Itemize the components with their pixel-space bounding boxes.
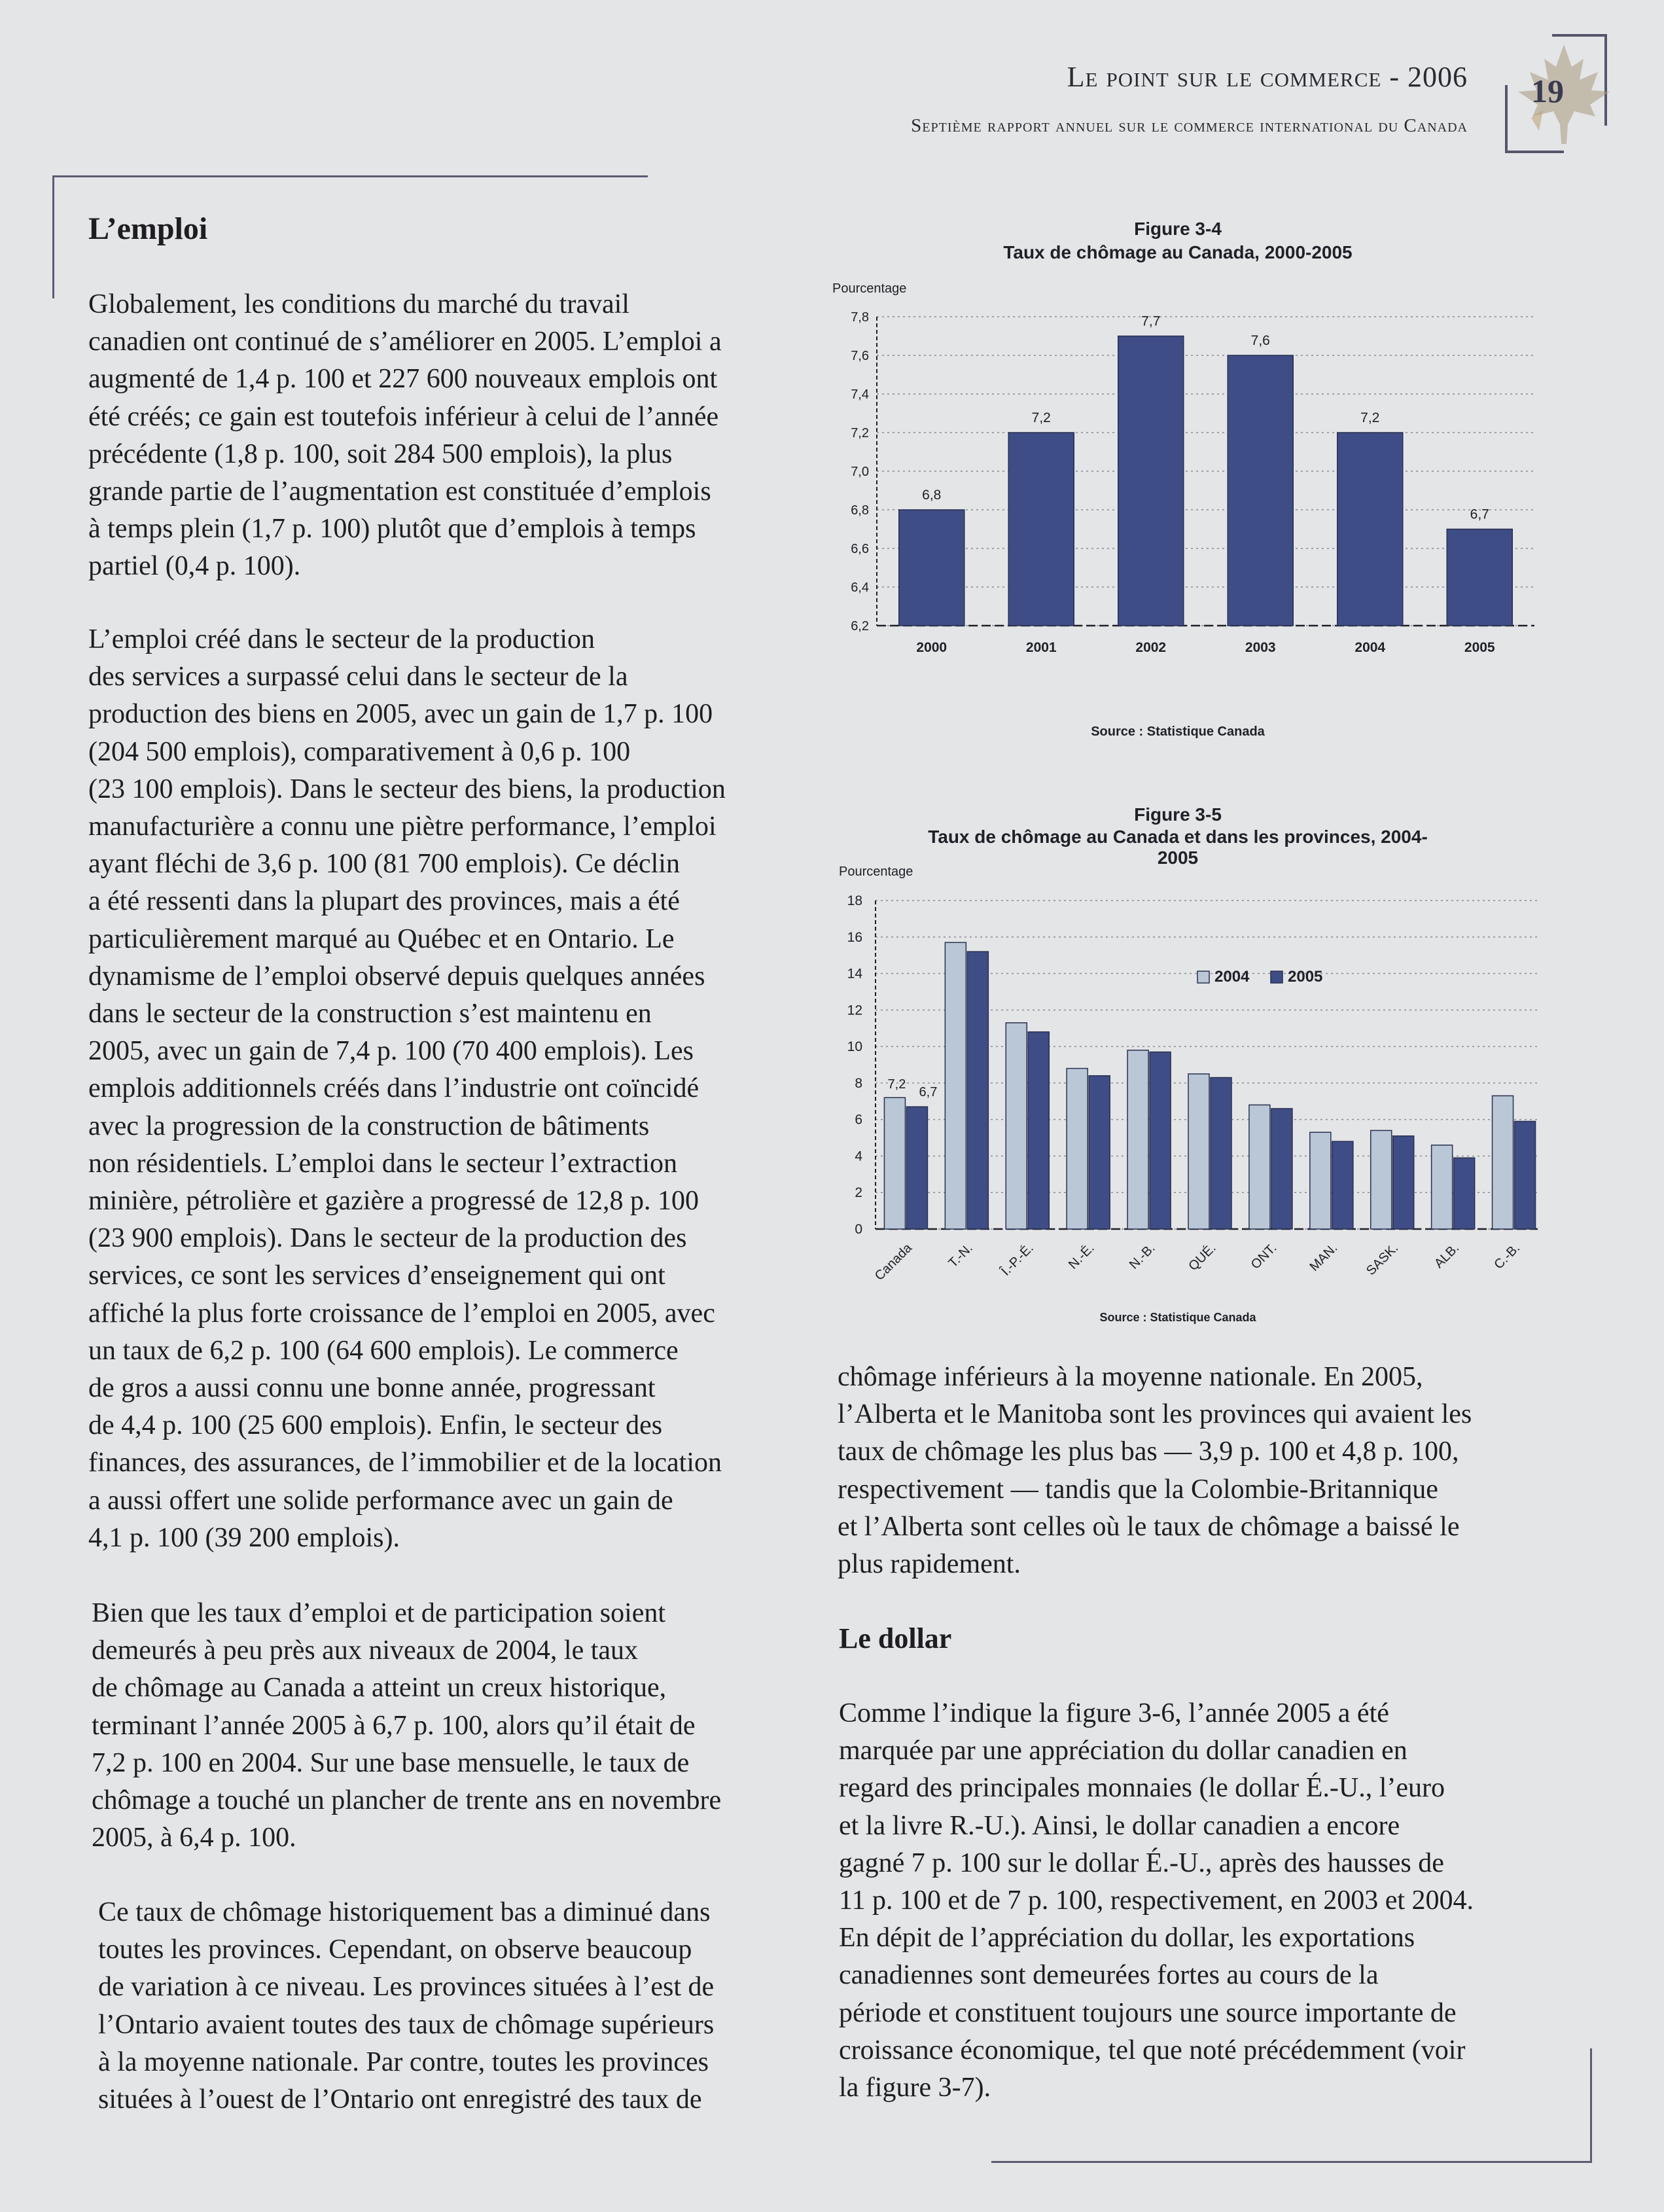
page-number: 19 bbox=[1531, 73, 1564, 109]
text-line: canadiennes sont demeurées fortes au cours de la bbox=[839, 1960, 1379, 1991]
text-line: a été ressenti dans la plupart des provinces, mais a été bbox=[88, 886, 680, 917]
data-label: 7,6 bbox=[1250, 333, 1270, 348]
text-line: Globalement, les conditions du marché du travail bbox=[88, 289, 629, 319]
bar-2005 bbox=[1332, 1141, 1353, 1229]
bar bbox=[1447, 529, 1512, 626]
y-axis-label: Pourcentage bbox=[839, 865, 913, 879]
text-line: canadien ont continué de s’améliorer en 2005. L’emploi a bbox=[88, 327, 722, 357]
text-line: période et constituent toujours une source importante de bbox=[839, 1997, 1457, 2028]
bar-2004 bbox=[1371, 1130, 1392, 1229]
chart-source: Source : Statistique Canada bbox=[1099, 1311, 1256, 1324]
data-label: 6,7 bbox=[919, 1085, 938, 1100]
bar-2005 bbox=[967, 952, 988, 1229]
text-line: à temps plein (1,7 p. 100) plutôt que d’emplois à temps bbox=[88, 514, 696, 544]
x-tick-label: 2005 bbox=[1464, 640, 1495, 655]
maple-leaf-icon bbox=[1512, 39, 1616, 151]
x-tick-label: N.-É. bbox=[1065, 1240, 1097, 1272]
x-tick-label: SASK. bbox=[1364, 1240, 1402, 1279]
text-line: de chômage au Canada a atteint un creux historique, bbox=[92, 1673, 667, 1704]
section-heading-emploi: L’emploi bbox=[88, 211, 208, 246]
text-line: services, ce sont les services d’enseignement qui ont bbox=[88, 1260, 665, 1291]
y-tick-label: 6 bbox=[855, 1112, 862, 1128]
text-line: demeurés à peu près aux niveaux de 2004, le taux bbox=[92, 1635, 639, 1666]
text-line: chômage inférieurs à la moyenne nationale. En 2005, bbox=[838, 1362, 1423, 1392]
text-line: finances, des assurances, de l’immobilier et de la location bbox=[88, 1448, 722, 1478]
data-label: 7,2 bbox=[1031, 410, 1051, 425]
bar-2004 bbox=[884, 1097, 905, 1229]
bar-2004 bbox=[1493, 1096, 1514, 1229]
text-line: terminant l’année 2005 à 6,7 p. 100, alors qu’il était de bbox=[92, 1710, 696, 1741]
bar-2005 bbox=[1393, 1136, 1414, 1229]
text-line: respectivement — tandis que la Colombie-Britannique bbox=[838, 1474, 1438, 1505]
text-line: à la moyenne nationale. Par contre, toutes les provinces bbox=[98, 2046, 709, 2077]
y-tick-label: 7,2 bbox=[851, 426, 869, 440]
text-line: emplois additionnels créés dans l’industrie ont coïncidé bbox=[88, 1073, 699, 1104]
y-tick-label: 6,6 bbox=[851, 542, 869, 556]
section-heading-dollar: Le dollar bbox=[839, 1622, 952, 1654]
bar-2004 bbox=[945, 942, 966, 1229]
y-tick-label: 14 bbox=[847, 966, 862, 982]
chart-plot bbox=[818, 301, 1538, 720]
text-line: regard des principales monnaies (le dollar É.-U., l’euro bbox=[839, 1773, 1445, 1804]
text-line: situées à l’ouest de l’Ontario ont enregistré des taux de bbox=[98, 2084, 702, 2115]
paragraph-3 bbox=[92, 1595, 721, 1857]
bar-2004 bbox=[1188, 1074, 1209, 1229]
y-tick-label: 6,8 bbox=[851, 503, 869, 518]
text-line: avec la progression de la construction de bâtiments bbox=[88, 1111, 650, 1141]
text-line: de variation à ce niveau. Les provinces situées à l’est de bbox=[98, 1972, 715, 2003]
text-line: toutes les provinces. Cependant, on observe beaucoup bbox=[98, 1935, 692, 1965]
text-line: grande partie de l’augmentation est constituée d’emplois bbox=[88, 476, 711, 507]
text-line: dynamisme de l’emploi observé depuis quelques années bbox=[88, 961, 705, 991]
bar-2004 bbox=[1127, 1050, 1148, 1229]
x-tick-label: QUÉ. bbox=[1186, 1240, 1219, 1274]
text-line: 2005, à 6,4 p. 100. bbox=[92, 1823, 296, 1853]
x-tick-label: ONT. bbox=[1248, 1240, 1280, 1272]
data-label: 7,2 bbox=[887, 1077, 906, 1092]
bar-2005 bbox=[1150, 1052, 1171, 1229]
x-tick-label: N.-B. bbox=[1126, 1240, 1158, 1272]
data-label: 7,2 bbox=[1360, 410, 1380, 425]
figure-3-5 bbox=[818, 802, 1538, 1332]
bar-2005 bbox=[1454, 1158, 1475, 1229]
y-tick-label: 12 bbox=[847, 1003, 862, 1018]
text-line: En dépit de l’appréciation du dollar, les exportations bbox=[839, 1923, 1415, 1953]
x-tick-label: T.-N. bbox=[946, 1240, 976, 1271]
paragraph-dollar bbox=[839, 1695, 1474, 2107]
legend-swatch bbox=[1197, 971, 1209, 983]
paragraph-1 bbox=[88, 286, 722, 586]
text-line: été créés; ce gain est toutefois inférieur à celui de l’année bbox=[88, 401, 719, 432]
y-tick-label: 10 bbox=[847, 1039, 862, 1055]
text-line: a aussi offert une solide performance avec un gain de bbox=[88, 1485, 673, 1516]
y-tick-label: 4 bbox=[855, 1149, 862, 1164]
y-tick-label: 16 bbox=[847, 929, 862, 945]
paragraph-2 bbox=[88, 621, 726, 1557]
running-subtitle: Septième rapport annuel sur le commerce international du Canada bbox=[911, 115, 1468, 136]
text-line: ayant fléchi de 3,6 p. 100 (81 700 emplois). Ce déclin bbox=[88, 849, 680, 880]
paragraph-4 bbox=[98, 1894, 714, 2118]
text-line: minière, pétrolière et gazière a progressé de 12,8 p. 100 bbox=[88, 1186, 699, 1217]
bar bbox=[1008, 433, 1074, 626]
bar-2005 bbox=[1271, 1109, 1292, 1229]
bar-2005 bbox=[1211, 1078, 1231, 1229]
text-line: dans le secteur de la construction s’est maintenu en bbox=[88, 999, 652, 1029]
bar-2004 bbox=[1006, 1023, 1027, 1229]
y-tick-label: 8 bbox=[855, 1075, 862, 1091]
section-rule bbox=[52, 175, 648, 177]
section-rule bbox=[52, 175, 54, 298]
bar bbox=[1337, 433, 1403, 626]
corner-rule bbox=[1505, 151, 1564, 153]
data-label: 6,7 bbox=[1470, 507, 1489, 522]
x-tick-label: 2001 bbox=[1025, 640, 1057, 655]
section-rule bbox=[1590, 2048, 1592, 2163]
text-line: croissance économique, tel que noté précédemment (voir bbox=[839, 2035, 1466, 2065]
figure-number: Figure 3-5 bbox=[1134, 804, 1222, 825]
y-tick-label: 7,4 bbox=[851, 387, 869, 402]
running-title: Le point sur le commerce - 2006 bbox=[1067, 61, 1468, 93]
chart-plot bbox=[818, 883, 1538, 1302]
bar-2005 bbox=[1515, 1121, 1536, 1229]
paragraph-5 bbox=[838, 1359, 1472, 1583]
text-line: 2005, avec un gain de 7,4 p. 100 (70 400 emplois). Les bbox=[88, 1036, 694, 1067]
chart-title: Taux de chômage au Canada et dans les provinces, 2004-2005 bbox=[928, 827, 1428, 868]
data-label: 7,7 bbox=[1141, 313, 1161, 329]
chart-title: Taux de chômage au Canada, 2000-2005 bbox=[1003, 242, 1353, 262]
corner-rule bbox=[1505, 85, 1508, 153]
text-line: l’Alberta et le Manitoba sont les provinces qui avaient les bbox=[838, 1399, 1472, 1430]
y-axis-label: Pourcentage bbox=[832, 281, 907, 296]
text-line: de gros a aussi connu une bonne année, progressant bbox=[88, 1373, 656, 1404]
bar-2005 bbox=[906, 1107, 927, 1229]
text-line: taux de chômage les plus bas — 3,9 p. 100 et 4,8 p. 100, bbox=[838, 1436, 1459, 1467]
bar-2004 bbox=[1067, 1069, 1088, 1229]
text-line: production des biens en 2005, avec un gain de 1,7 p. 100 bbox=[88, 699, 713, 730]
y-tick-label: 7,8 bbox=[851, 310, 869, 325]
x-tick-label: Canada bbox=[872, 1240, 915, 1284]
text-line: augmenté de 1,4 p. 100 et 227 600 nouveaux emplois ont bbox=[88, 364, 718, 395]
x-tick-label: Î.-P.-É. bbox=[999, 1240, 1036, 1279]
text-line: des services a surpassé celui dans le secteur de la bbox=[88, 662, 628, 692]
legend-label: 2004 bbox=[1214, 968, 1250, 986]
y-tick-label: 18 bbox=[847, 893, 862, 908]
y-tick-label: 7,6 bbox=[851, 349, 869, 363]
text-line: la figure 3-7). bbox=[839, 2073, 991, 2103]
text-line: et la livre R.-U.). Ainsi, le dollar canadien a encore bbox=[839, 1810, 1400, 1841]
text-line: (23 100 emplois). Dans le secteur des biens, la production bbox=[88, 774, 726, 804]
y-tick-label: 6,2 bbox=[851, 619, 869, 633]
bar-2004 bbox=[1249, 1105, 1270, 1229]
text-line: Comme l’indique la figure 3-6, l’année 2005 a été bbox=[839, 1698, 1389, 1728]
y-tick-label: 6,4 bbox=[851, 580, 869, 595]
text-line: non résidentiels. L’emploi dans le secteur l’extraction bbox=[88, 1148, 678, 1179]
text-line: et l’Alberta sont celles où le taux de chômage a baissé le bbox=[838, 1511, 1460, 1542]
text-line: de 4,4 p. 100 (25 600 emplois). Enfin, le secteur des bbox=[88, 1410, 663, 1441]
chart-source: Source : Statistique Canada bbox=[1091, 724, 1265, 739]
figure-3-4 bbox=[818, 216, 1538, 753]
text-line: précédente (1,8 p. 100, soit 284 500 emplois), la plus bbox=[88, 438, 673, 469]
text-line: Bien que les taux d’emploi et de participation soient bbox=[92, 1598, 666, 1628]
text-line: un taux de 6,2 p. 100 (64 600 emplois). Le commerce bbox=[88, 1335, 679, 1366]
section-rule bbox=[991, 2161, 1592, 2163]
figure-number: Figure 3-4 bbox=[1134, 219, 1222, 239]
bar bbox=[899, 510, 965, 626]
text-line: plus rapidement. bbox=[838, 1549, 1021, 1580]
y-tick-label: 2 bbox=[855, 1185, 862, 1201]
bar-2005 bbox=[1028, 1032, 1049, 1229]
x-tick-label: C.-B. bbox=[1491, 1240, 1523, 1272]
x-tick-label: 2003 bbox=[1245, 640, 1276, 655]
text-line: partiel (0,4 p. 100). bbox=[88, 551, 301, 582]
bar bbox=[1118, 336, 1184, 626]
text-line: 4,1 p. 100 (39 200 emplois). bbox=[88, 1522, 400, 1553]
x-tick-label: 2000 bbox=[916, 640, 947, 655]
bar-2005 bbox=[1089, 1076, 1110, 1229]
text-line: (204 500 emplois), comparativement à 0,6 p. 100 bbox=[88, 736, 631, 767]
legend-label: 2005 bbox=[1288, 968, 1323, 986]
text-line: gagné 7 p. 100 sur le dollar É.-U., après des hausses de bbox=[839, 1847, 1444, 1878]
y-tick-label: 0 bbox=[855, 1222, 862, 1237]
data-label: 6,8 bbox=[922, 488, 942, 503]
corner-rule bbox=[1552, 34, 1607, 37]
text-line: chômage a touché un plancher de trente ans en novembre bbox=[92, 1785, 722, 1816]
text-line: affiché la plus forte croissance de l’emploi en 2005, avec bbox=[88, 1298, 715, 1329]
legend-swatch bbox=[1271, 971, 1283, 983]
text-line: particulièrement marqué au Québec et en Ontario. Le bbox=[88, 923, 675, 954]
text-line: manufacturière a connu une piètre performance, l’emploi bbox=[88, 812, 717, 842]
x-tick-label: ALB. bbox=[1431, 1240, 1462, 1272]
x-tick-label: 2004 bbox=[1354, 640, 1386, 655]
y-tick-label: 7,0 bbox=[851, 465, 869, 479]
bar-2004 bbox=[1432, 1145, 1453, 1229]
text-line: marquée par une appréciation du dollar canadien en bbox=[839, 1736, 1407, 1766]
text-line: (23 900 emplois). Dans le secteur de la production des bbox=[88, 1223, 687, 1254]
text-line: 11 p. 100 et de 7 p. 100, respectivement, en 2003 et 2004. bbox=[839, 1885, 1474, 1916]
bar-2004 bbox=[1310, 1132, 1331, 1229]
x-tick-label: MAN. bbox=[1307, 1240, 1341, 1274]
text-line: Ce taux de chômage historiquement bas a diminué dans bbox=[98, 1897, 711, 1927]
x-tick-label: 2002 bbox=[1135, 640, 1167, 655]
text-line: l’Ontario avaient toutes des taux de chômage supérieurs bbox=[98, 2009, 715, 2040]
text-line: 7,2 p. 100 en 2004. Sur une base mensuelle, le taux de bbox=[92, 1747, 690, 1778]
bar bbox=[1228, 355, 1293, 626]
text-line: L’emploi créé dans le secteur de la production bbox=[88, 624, 595, 654]
